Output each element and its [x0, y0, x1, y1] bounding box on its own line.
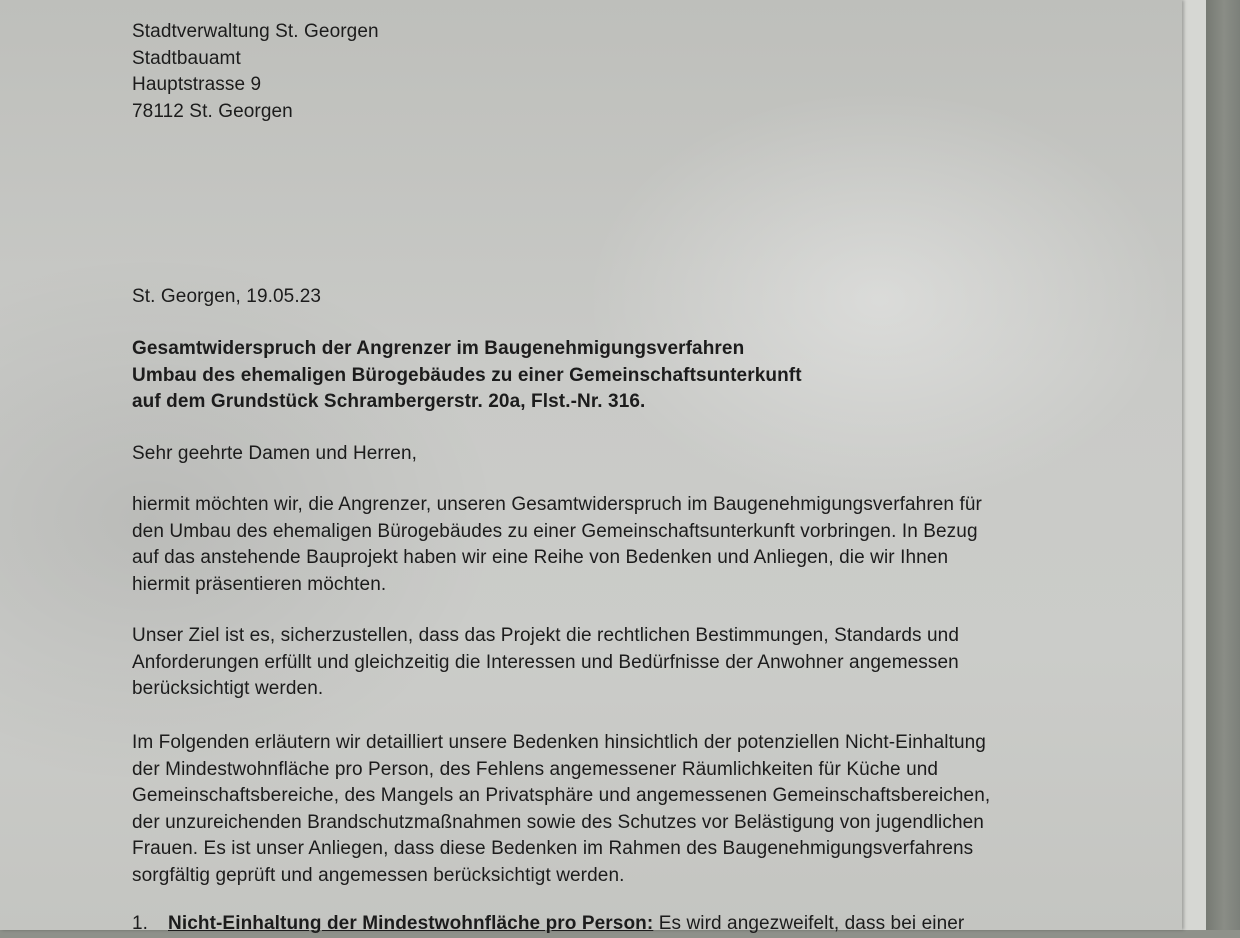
- recipient-address: [132, 19, 379, 125]
- paragraph-concerns: [132, 730, 1032, 889]
- subject-line: auf dem Grundstück Schrambergerstr. 20a, Flst.-Nr. 316.: [132, 391, 646, 412]
- paragraph-line: hiermit präsentieren möchten.: [132, 573, 387, 595]
- paragraph-goal: [132, 623, 1032, 703]
- paragraph-line: auf das anstehende Bauprojekt haben wir eine Reihe von Bedenken und Anliegen, die wir Ihnen: [132, 547, 949, 568]
- list-item-text: Es wird angezweifelt, dass bei einer: [653, 913, 965, 934]
- subject-line: Gesamtwiderspruch der Angrenzer im Baugenehmigungsverfahren: [132, 338, 745, 359]
- list-item-number: 1.: [132, 913, 149, 934]
- paragraph-line: den Umbau des ehemaligen Bürogebäudes zu einer Gemeinschaftsunterkunft vorbringen. In Bezug: [132, 520, 978, 542]
- list-item-heading: Nicht-Einhaltung der Mindestwohnfläche pro Person:: [168, 913, 654, 934]
- paragraph-line: hiermit möchten wir, die Angrenzer, unseren Gesamtwiderspruch im Baugenehmigungsverfahren für: [132, 494, 982, 515]
- address-line: Stadtverwaltung St. Georgen: [132, 21, 379, 42]
- paragraph-intro: [132, 492, 1032, 598]
- paragraph-line: der Mindestwohnfläche pro Person, des Fehlens angemessener Räumlichkeiten für Küche und: [132, 758, 939, 780]
- paragraph-line: Gemeinschaftsbereiche, des Mangels an Privatsphäre und angemessenen Gemeinschaftsbereichen,: [132, 785, 991, 806]
- address-line: 78112 St. Georgen: [132, 100, 293, 122]
- paragraph-line: berücksichtigt werden.: [132, 678, 324, 699]
- paragraph-line: sorgfältig geprüft und angemessen berücksichtigt werden.: [132, 864, 625, 886]
- paragraph-line: Unser Ziel ist es, sicherzustellen, dass das Projekt die rechtlichen Bestimmungen, Standards und: [132, 625, 959, 646]
- date-line: St. Georgen, 19.05.23: [132, 286, 322, 307]
- salutation: Sehr geehrte Damen und Herren,: [132, 443, 417, 464]
- address-line: Hauptstrasse 9: [132, 74, 262, 95]
- list-item: [132, 911, 964, 938]
- subject-block: [132, 336, 802, 416]
- paragraph-line: Im Folgenden erläutern wir detailliert unsere Bedenken hinsichtlich der potenziellen Nicht-Einhaltung: [132, 732, 986, 753]
- address-line: Stadtbauamt: [132, 47, 241, 69]
- subject-line: Umbau des ehemaligen Bürogebäudes zu einer Gemeinschaftsunterkunft: [132, 364, 802, 386]
- paragraph-line: Frauen. Es ist unser Anliegen, dass diese Bedenken im Rahmen des Baugenehmigungsverfahrens: [132, 838, 974, 859]
- background-surface: [1200, 0, 1240, 930]
- paragraph-line: Anforderungen erfüllt und gleichzeitig die Interessen und Bedürfnisse der Anwohner angemessen: [132, 651, 959, 673]
- paragraph-line: der unzureichenden Brandschutzmaßnahmen sowie des Schutzes vor Belästigung von jugendlichen: [132, 811, 984, 833]
